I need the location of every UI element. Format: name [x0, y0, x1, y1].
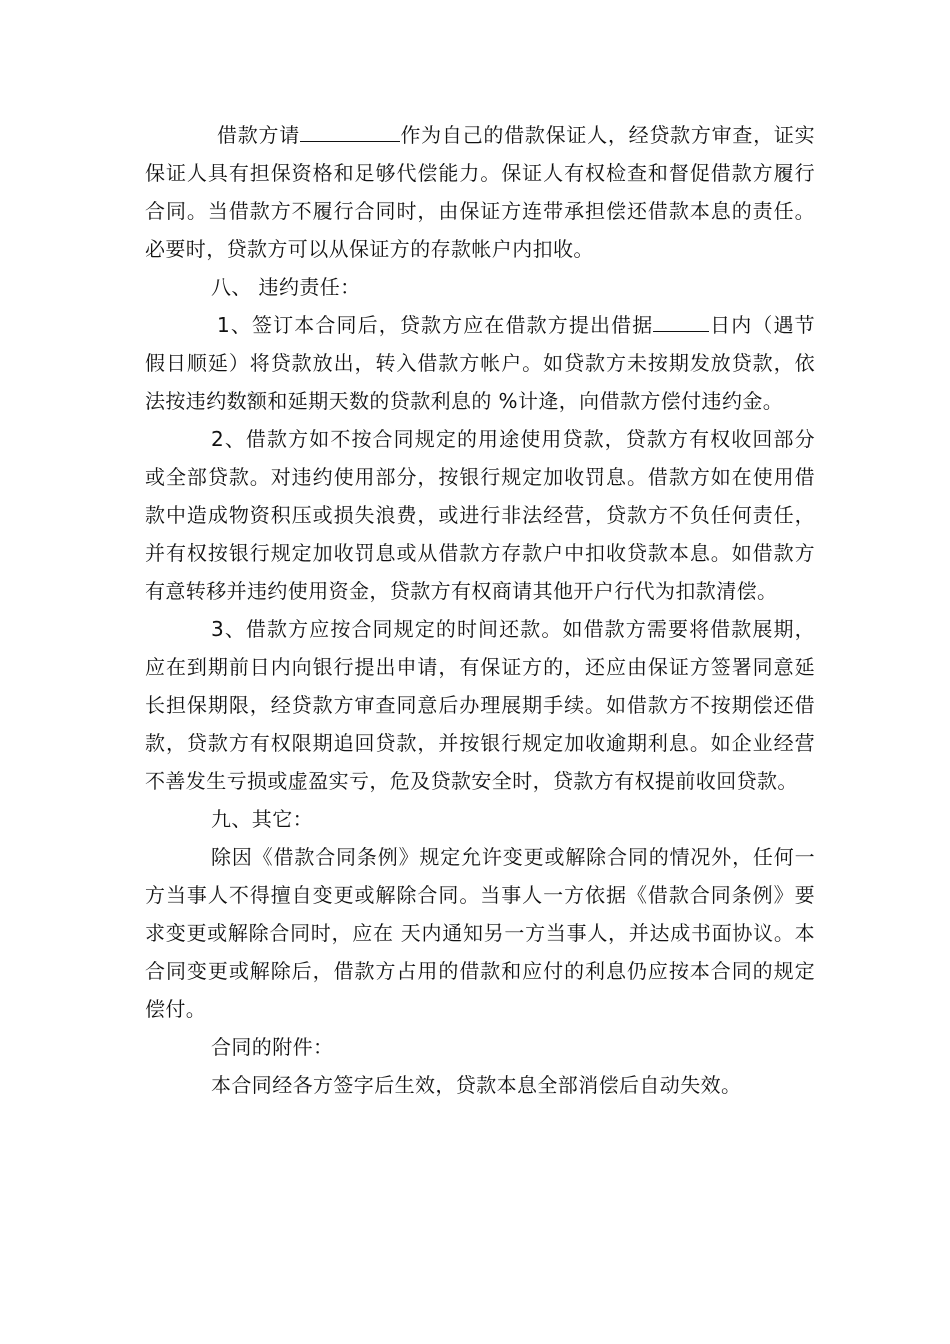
clause-2-paragraph: 2、借款方如不按合同规定的用途使用贷款，贷款方有权收回部分或全部贷款。对违约使用部分，按银行规定加收罚息。借款方如在使用借款中造成物资积压或损失浪费，或进行非法经营，贷款方不负任何责任，并有权按银行规定加收罚息或从借款方存款户中扣收贷款本息。如借款方有意转移并违约使用资金，贷款方有权商请其他开户行代为扣款清偿。 [145, 427, 815, 603]
clause-1-paragraph [145, 306, 815, 420]
attachments-heading: 合同的附件： [211, 1035, 334, 1059]
guarantor-name-blank [300, 119, 400, 142]
guarantee-paragraph [145, 116, 815, 268]
guarantee-prefix: 借款方请 [217, 123, 300, 147]
document-body [145, 116, 815, 1104]
days-blank [653, 309, 709, 332]
section-9-heading: 九、其它： [211, 807, 313, 831]
clause-1-prefix: 1、签订本合同后，贷款方应在借款方提出借据 [217, 313, 654, 337]
clause-3-paragraph: 3、借款方应按合同规定的时间还款。如借款方需要将借款展期，应在到期前日内向银行提出申请，有保证方的，还应由保证方签署同意延长担保期限，经贷款方审查同意后办理展期手续。如借款方不按期偿还借款，贷款方有权限期追回贷款，并按银行规定加收逾期利息。如企业经营不善发生亏损或虚盈实亏，危及贷款安全时，贷款方有权提前收回贷款。 [145, 617, 815, 793]
clause-1-text: 日内（遇节假日顺延）将贷款放出，转入借款方帐户。如贷款方未按期发放贷款，依法按违约数额和延期天数的贷款利息的 %计逄，向借款方偿付违约金。 [145, 313, 816, 413]
effective-paragraph: 本合同经各方签字后生效，贷款本息全部消偿后自动失效。 [211, 1073, 742, 1097]
other-terms-paragraph: 除因《借款合同条例》规定允许变更或解除合同的情况外，任何一方当事人不得擅自变更或解除合同。当事人一方依据《借款合同条例》要求变更或解除合同时，应在 天内通知另一方当事人，并达成书面协议。本合同变更或解除后，借款方占用的借款和应付的利息仍应按本合同的规定偿付。 [145, 845, 815, 1021]
section-8-heading: 八、 违约责任： [211, 275, 361, 299]
guarantee-text: 作为自己的借款保证人，经贷款方审查，证实保证人具有担保资格和足够代偿能力。保证人有权检查和督促借款方履行合同。当借款方不履行合同时，由保证方连带承担偿还借款本息的责任。必要时，贷款方可以从保证方的存款帐户内扣收。 [145, 123, 815, 261]
